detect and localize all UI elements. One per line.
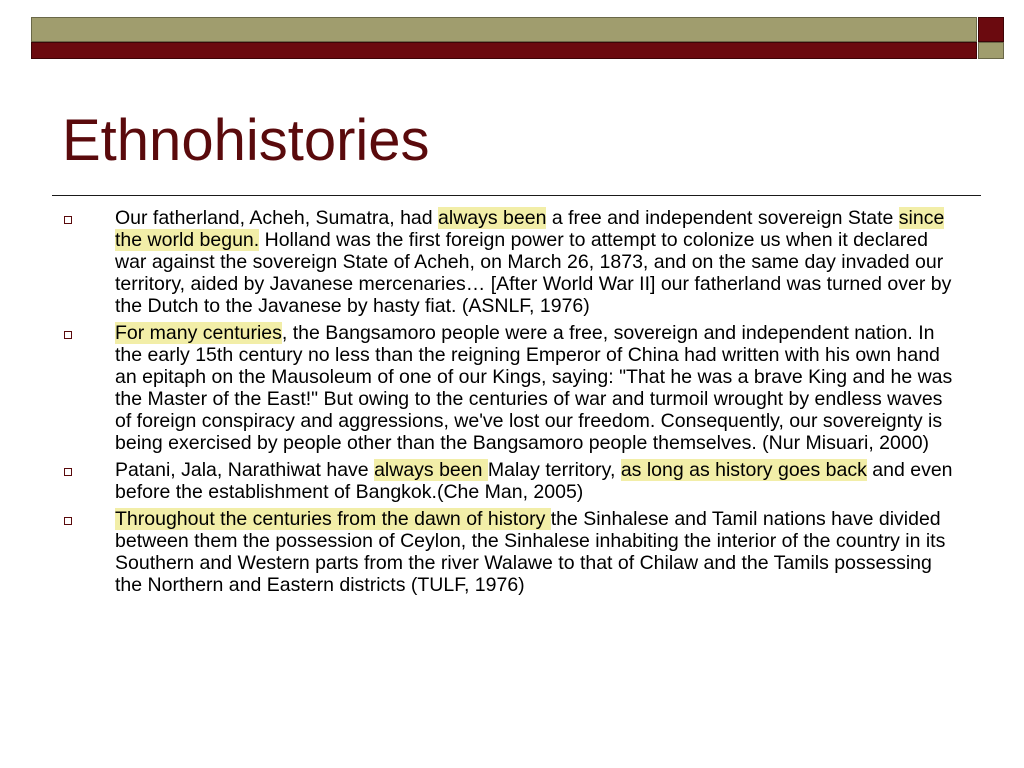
bullet-item-patani xyxy=(60,459,960,503)
bullet-text xyxy=(115,508,945,596)
title-divider xyxy=(52,195,981,196)
highlighted-phrase: Throughout the centuries from the dawn of history xyxy=(115,508,551,530)
highlighted-phrase: always been xyxy=(374,459,488,481)
bullet-list xyxy=(60,207,960,601)
square-bullet-icon xyxy=(64,216,72,224)
text-segment: Holland was the first foreign power to attempt to colonize us when it declared war against the sovereign State of Acheh, on March 26, 1873, and on the same day invaded our territory, aided by Javanese mercenaries… [After World War II] our fatherland was turned over by the Dutch to the Javanese by hasty fiat. (ASNLF, 1976) xyxy=(115,229,952,317)
slide-title: Ethnohistories xyxy=(62,108,430,173)
text-segment: Malay territory, xyxy=(487,459,621,481)
highlighted-phrase: always been xyxy=(438,207,547,229)
bullet-item-bangsamoro xyxy=(60,322,960,454)
square-bullet-icon xyxy=(64,517,72,525)
header-bar-olive xyxy=(31,17,977,42)
square-bullet-icon xyxy=(64,331,72,339)
header-square-olive xyxy=(978,42,1004,59)
text-segment: and even before the establishment of Bangkok.(Che Man, 2005) xyxy=(115,459,953,503)
highlighted-phrase: For many centuries xyxy=(115,322,282,344)
header-bar-maroon xyxy=(31,42,977,59)
highlighted-phrase: since the world begun. xyxy=(115,207,945,251)
bullet-text xyxy=(115,459,953,503)
highlighted-phrase: as long as history goes back xyxy=(620,459,867,481)
bullet-item-acheh xyxy=(60,207,960,317)
bullet-text xyxy=(115,322,952,454)
text-segment: , the Bangsamoro people were a free, sovereign and independent nation. In the early 15th century no less than the reigning Emperor of China had written with his own hand an epitaph on the Mausoleum of one of our Kings, saying: "That he was a brave King and he was the Master of the East!" But owing to the centuries of war and turmoil wrought by endless waves of foreign conspiracy and aggressions, we've lost our freedom. Consequently, our sovereignty is being exercised by people other than the Bangsamoro people themselves. (Nur Misuari, 2000) xyxy=(115,322,953,454)
text-segment: the Sinhalese and Tamil nations have divided between them the possession of Ceylon, the Sinhalese inhabiting the interior of the country in its Southern and Western parts from the river Walawe to that of Chilaw and the Tamils possessing the Northern and Eastern districts (TULF, 1976) xyxy=(115,508,946,596)
bullet-item-ceylon xyxy=(60,508,960,596)
text-segment: Our fatherland, Acheh, Sumatra, had xyxy=(115,207,439,229)
square-bullet-icon xyxy=(64,468,72,476)
bullet-text xyxy=(115,207,951,317)
text-segment: Patani, Jala, Narathiwat have xyxy=(115,459,375,481)
header-square-maroon xyxy=(978,17,1004,42)
text-segment: a free and independent sovereign State xyxy=(546,207,899,229)
